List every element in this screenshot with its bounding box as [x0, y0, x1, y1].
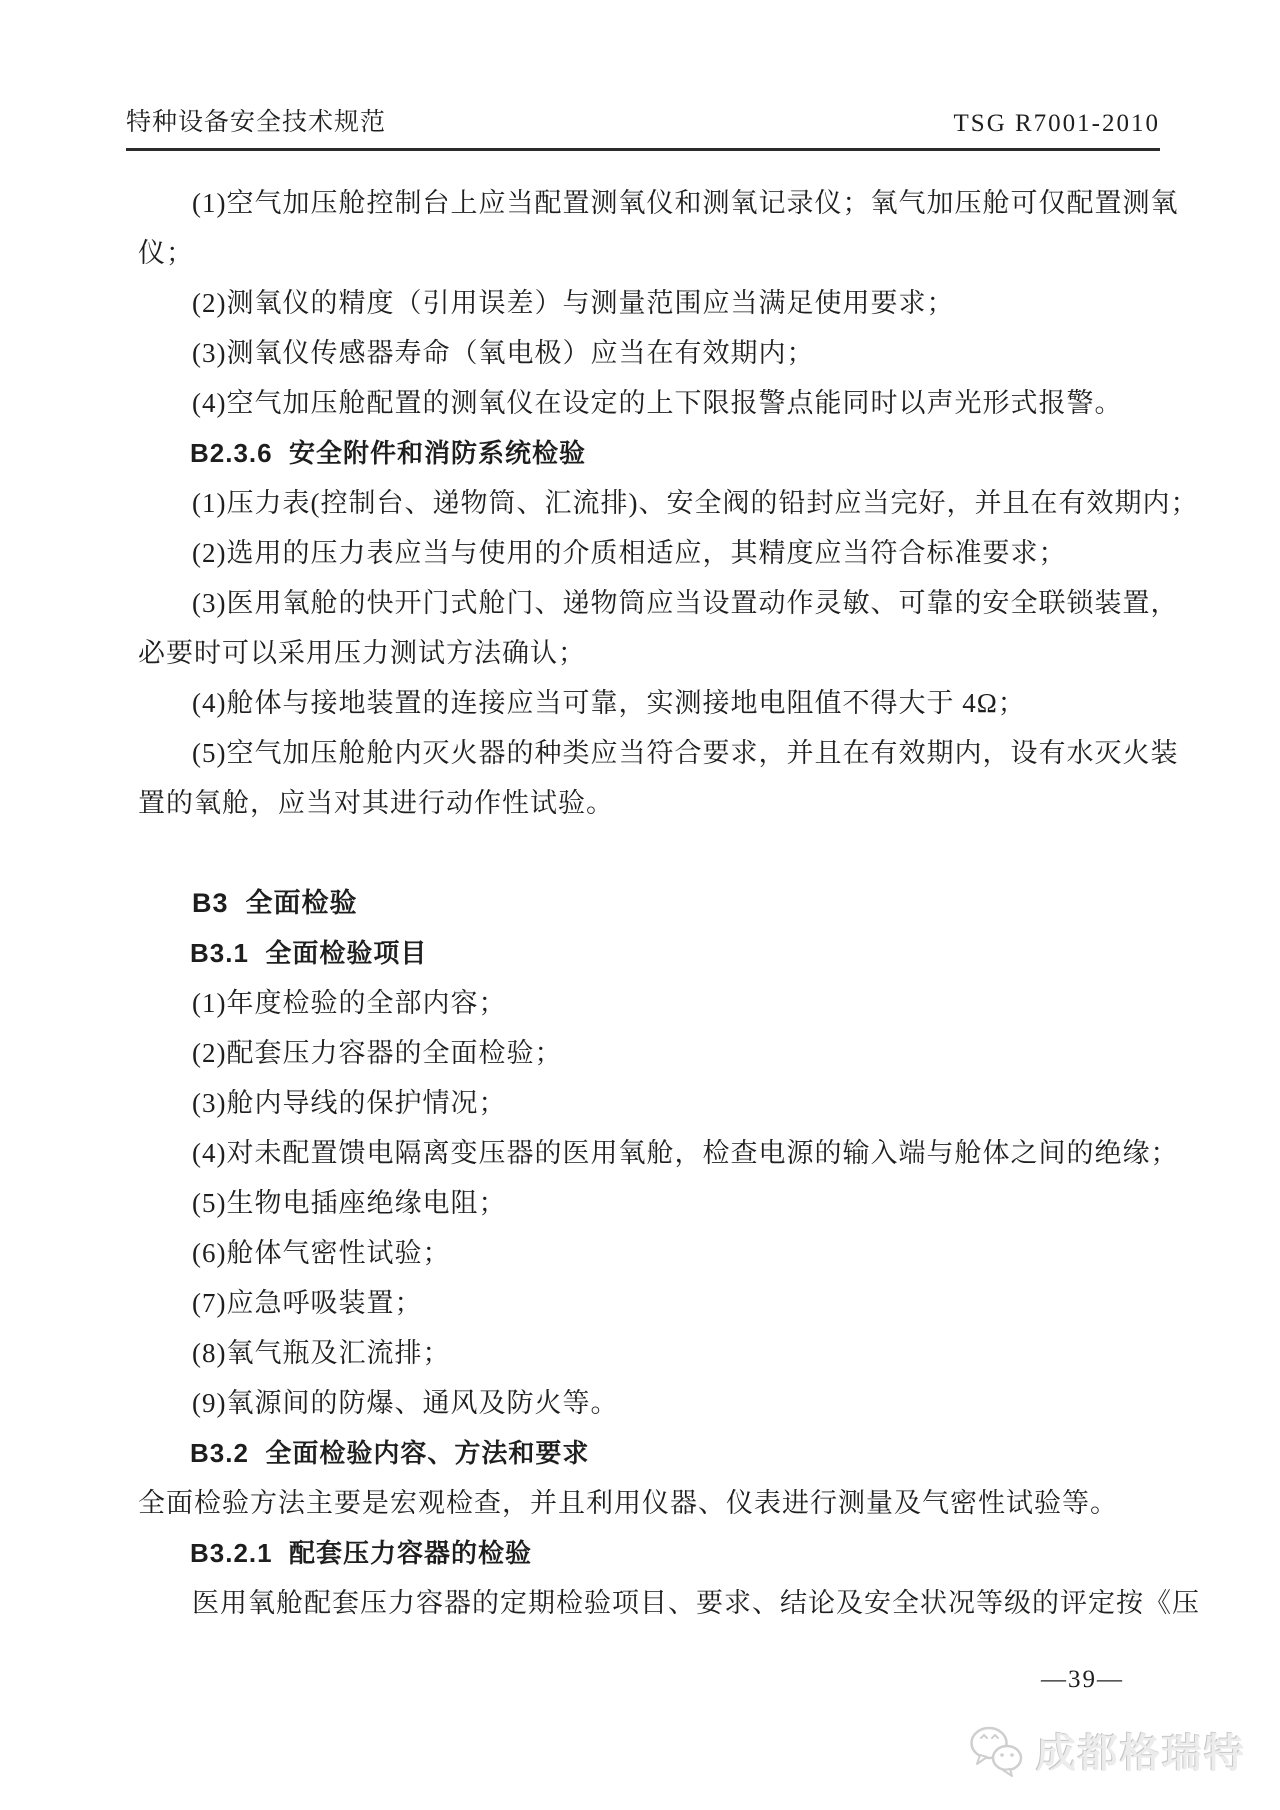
- text-line: (4)舱体与接地装置的连接应当可靠，实测接地电阻值不得大于 4Ω；: [192, 688, 1026, 718]
- text-line: 医用氧舱配套压力容器的定期检验项目、要求、结论及安全状况等级的评定按《压: [192, 1588, 1200, 1618]
- text-line: (1)空气加压舱控制台上应当配置测氧仪和测氧记录仪；氧气加压舱可仅配置测氧: [192, 188, 1179, 218]
- watermark-text: 成都格瑞特: [1036, 1732, 1246, 1776]
- section-heading: B3.2.1 配套压力容器的检验: [190, 1538, 533, 1568]
- section-heading: B2.3.6 安全附件和消防系统检验: [190, 438, 587, 468]
- wechat-icon: [968, 1724, 1026, 1778]
- text-line: (9)氧源间的防爆、通风及防火等。: [192, 1388, 619, 1418]
- text-line: 必要时可以采用压力测试方法确认；: [138, 638, 586, 668]
- text-line: (7)应急呼吸装置；: [192, 1288, 423, 1318]
- spacer: [138, 828, 1164, 878]
- text-line: 全面检验方法主要是宏观检查，并且利用仪器、仪表进行测量及气密性试验等。: [138, 1488, 1118, 1518]
- text-line: 仪；: [138, 238, 194, 268]
- section-heading: B3.2 全面检验内容、方法和要求: [190, 1438, 590, 1468]
- text-line: (2)测氧仪的精度（引用误差）与测量范围应当满足使用要求；: [192, 288, 955, 318]
- text-line: (3)测氧仪传感器寿命（氧电极）应当在有效期内；: [192, 338, 815, 368]
- text-line: (1)年度检验的全部内容；: [192, 988, 507, 1018]
- text-line: (5)空气加压舱舱内灭火器的种类应当符合要求，并且在有效期内，设有水灭火装: [192, 738, 1179, 768]
- text-line: (2)配套压力容器的全面检验；: [192, 1038, 563, 1068]
- page-number: —39—: [1041, 1666, 1124, 1693]
- watermark: [968, 1722, 1246, 1779]
- text-line: (4)空气加压舱配置的测氧仪在设定的上下限报警点能同时以声光形式报警。: [192, 388, 1123, 418]
- text-line: 置的氧舱，应当对其进行动作性试验。: [138, 788, 614, 818]
- text-line: (4)对未配置馈电隔离变压器的医用氧舱，检查电源的输入端与舱体之间的绝缘；: [192, 1138, 1179, 1168]
- section-heading: B3.1 全面检验项目: [190, 938, 428, 968]
- text-line: (2)选用的压力表应当与使用的介质相适应，其精度应当符合标准要求；: [192, 538, 1067, 568]
- text-line: (5)生物电插座绝缘电阻；: [192, 1188, 507, 1218]
- page-header: [126, 102, 1160, 151]
- header-spec-title: 特种设备安全技术规范: [126, 109, 387, 136]
- document-body: [138, 178, 1200, 1628]
- text-line: (3)舱内导线的保护情况；: [192, 1088, 507, 1118]
- text-line: (6)舱体气密性试验；: [192, 1238, 451, 1268]
- text-line: (3)医用氧舱的快开门式舱门、递物筒应当设置动作灵敏、可靠的安全联锁装置，: [192, 588, 1179, 618]
- text-line: (8)氧气瓶及汇流排；: [192, 1338, 451, 1368]
- text-line: (1)压力表(控制台、递物筒、汇流排)、安全阀的铅封应当完好，并且在有效期内；: [192, 488, 1199, 518]
- section-heading: B3 全面检验: [192, 888, 358, 918]
- header-doc-code: TSG R7001-2010: [953, 110, 1160, 137]
